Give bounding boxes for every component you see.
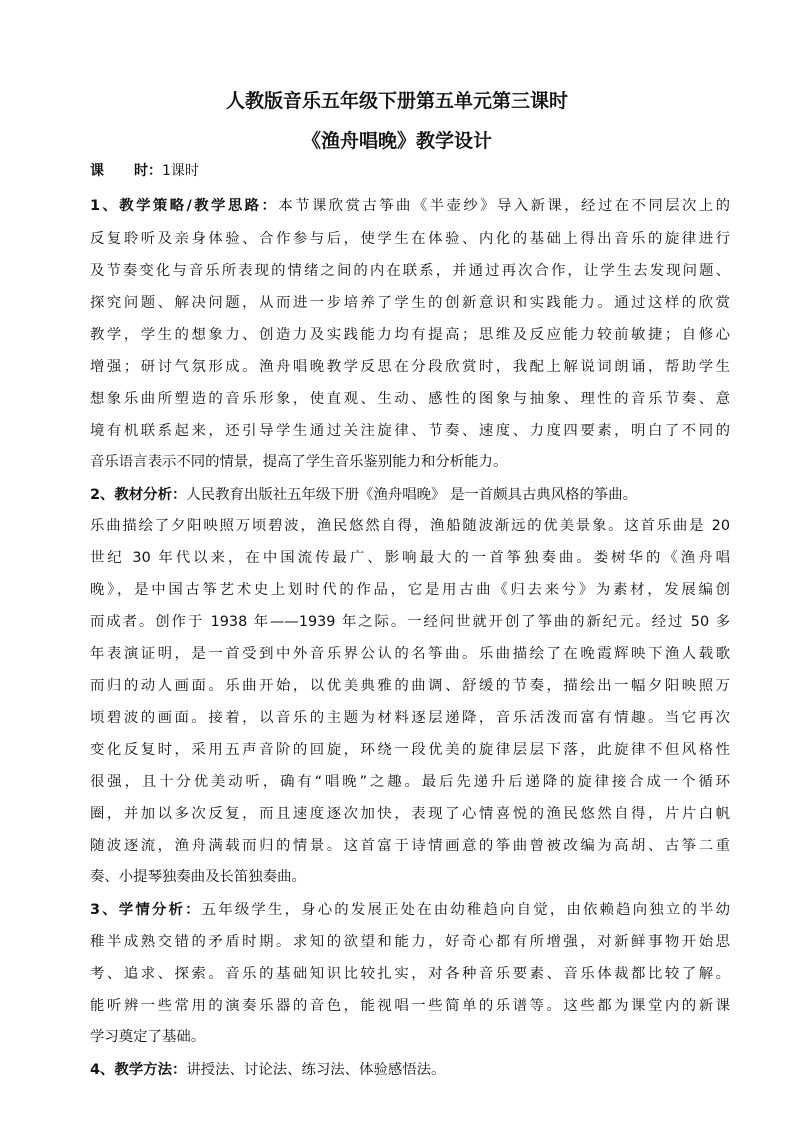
section-2-line: 2、教材分析：人民教育出版社五年级下册《渔舟唱晚》 是一首颇具古典风格的筝曲。	[90, 487, 638, 503]
section-1-line: 音乐语言表示不同的情景，提高了学生音乐鉴别能力和分析能力。	[90, 454, 508, 470]
section-2-line: 圈，并加以多次反复，而且速度逐次加快，表现了心情喜悦的渔民悠然自得，片片白帆	[90, 806, 730, 822]
section-1-label: 1、教学策略/教学思路：	[90, 198, 279, 214]
section-2-line: 晚》，是中国古筝艺术史上划时代的作品，它是用古曲《归去来兮》为素材，发展编创	[90, 582, 730, 598]
section-4-label: 4、教学方法：	[90, 1062, 187, 1078]
section-2-line: 很强，且十分优美动听，确有“唱晚”之趣。最后先递升后递降的旋律接合成一个循环	[90, 774, 730, 790]
section-1-line: 反复聆听及亲身体验、合作参与后，使学生在体验、内化的基础上得出音乐的旋律进行	[90, 231, 730, 247]
section-1-line: 1、教学策略/教学思路：本节课欣赏古筝曲《半壶纱》导入新课，经过在不同层次上的	[90, 198, 730, 214]
section-1-line: 境有机联系起来，还引导学生通过关注旋律、节奏、速度、力度四要素，明白了不同的	[90, 423, 730, 439]
section-1-line: 想象乐曲所塑造的音乐形象，使直观、生动、感性的图象与抽象、理性的音乐节奏、意	[90, 391, 730, 407]
section-3-line: 3、学情分析：五年级学生，身心的发展正处在由幼稚趋向自觉，由依赖趋向独立的半幼	[90, 902, 730, 918]
section-1-line: 增强；研讨气氛形成。渔舟唱晚教学反思在分段欣赏时，我配上解说词朗诵，帮助学生	[90, 359, 730, 375]
section-3-line: 考、追求、探索。音乐的基础知识比较扎实，对各种音乐要素、音乐体裁都比较了解。	[90, 966, 730, 982]
section-2-line: 乐曲描绘了夕阳映照万顷碧波，渔民悠然自得，渔船随波渐远的优美景象。这首乐曲是 20	[90, 518, 730, 534]
section-2-line: 年表演证明，是一首受到中外音乐界公认的名筝曲。乐曲描绘了在晚霞辉映下渔人载歌	[90, 646, 730, 662]
section-2-line: 顷碧波的画面。接着，以音乐的主题为材料逐层递降，音乐活泼而富有情趣。当它再次	[90, 710, 730, 726]
section-1-line: 及节奏变化与音乐所表现的情绪之间的内在联系，并通过再次合作，让学生去发现问题、	[90, 263, 730, 279]
section-2-line: 奏、小提琴独奏曲及长笛独奏曲。	[90, 869, 306, 885]
lesson-hours-label-b: 时：	[134, 163, 162, 179]
section-4-line: 4、教学方法：讲授法、讨论法、练习法、体验感悟法。	[90, 1062, 446, 1078]
section-3-line: 学习奠定了基础。	[90, 1029, 206, 1045]
section-3-line: 稚半成熟交错的矛盾时期。求知的欲望和能力，好奇心都有所增强，对新鲜事物开始思	[90, 934, 730, 950]
section-2-line: 变化反复时，采用五声音阶的回旋，环绕一段优美的旋律层层下落，此旋律不但风格性	[90, 742, 730, 758]
lesson-hours-label-a: 课	[90, 163, 104, 179]
document-subtitle: 《渔舟唱晚》教学设计	[301, 130, 492, 152]
lesson-hours-value: 1课时	[162, 163, 199, 179]
section-3-line: 能听辨一些常用的演奏乐器的音色，能视唱一些简单的乐谱等。这些都为课堂内的新课	[90, 998, 730, 1014]
section-1-line: 探究问题、解决问题，从而进一步培养了学生的创新意识和实践能力。通过这样的欣赏	[90, 295, 730, 311]
section-2-label: 2、教材分析：	[90, 487, 187, 503]
document-title: 人教版音乐五年级下册第五单元第三课时	[225, 90, 568, 112]
section-2-line: 世纪 30 年代以来，在中国流传最广、影响最大的一首筝独奏曲。娄树华的《渔舟唱	[90, 550, 730, 566]
section-2-line: 随波逐流，渔舟满载而归的情景。这首富于诗情画意的筝曲曾被改编为高胡、古筝二重	[90, 838, 730, 854]
lesson-hours	[90, 160, 199, 180]
section-3-label: 3、学情分析：	[90, 902, 202, 918]
section-1-line: 教学，学生的想象力、创造力及实践能力均有提高；思维及反应能力较前敏捷；自修心	[90, 327, 730, 343]
section-2-line: 而成者。创作于 1938 年——1939 年之际。一经问世就开创了筝曲的新纪元。经过 50 多	[90, 614, 730, 630]
section-2-line: 而归的动人画面。乐曲开始，以优美典雅的曲调、舒缓的节奏，描绘出一幅夕阳映照万	[90, 678, 730, 694]
